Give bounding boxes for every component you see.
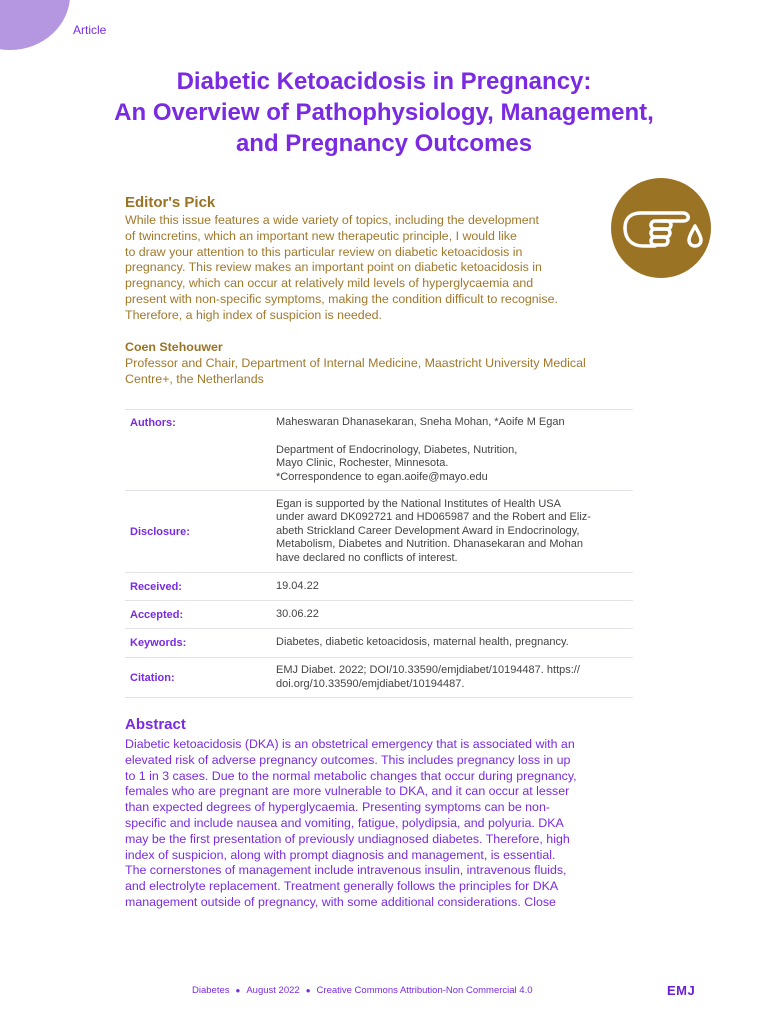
footer-license: Creative Commons Attribution-Non Commercial 4.0 bbox=[316, 985, 533, 996]
disclosure-line: Egan is supported by the National Institutes of Health USA bbox=[276, 497, 561, 510]
editor-role-line: Professor and Chair, Department of Internal Medicine, Maastricht University Medical bbox=[125, 356, 586, 370]
metadata-row-citation bbox=[125, 658, 633, 698]
metadata-row-keywords bbox=[125, 629, 633, 658]
footer-separator: ● bbox=[235, 986, 241, 995]
affiliation-line: Mayo Clinic, Rochester, Minnesota. bbox=[276, 457, 449, 470]
editor-pick-line: present with non-specific symptoms, making the condition difficult to recognise. bbox=[125, 291, 558, 306]
authors-value bbox=[276, 410, 633, 491]
disclosure-value bbox=[276, 491, 633, 573]
abstract-line: elevated risk of adverse pregnancy outcomes. This includes pregnancy loss in up bbox=[125, 752, 571, 767]
disclosure-line: have declared no conflicts of interest. bbox=[276, 551, 458, 564]
abstract-line: may be the first presentation of previously undiagnosed diabetes. Therefore, high bbox=[125, 831, 570, 846]
editor-pick-line: pregnancy. This review makes an important point on diabetic ketoacidosis in bbox=[125, 260, 542, 275]
correspondence-email[interactable]: *Correspondence to egan.aoife@mayo.edu bbox=[276, 470, 488, 483]
footer-date: August 2022 bbox=[246, 985, 300, 996]
article-type-tag: Article bbox=[73, 23, 107, 37]
keywords-value: Diabetes, diabetic ketoacidosis, maternal health, pregnancy. bbox=[276, 629, 633, 658]
metadata-row-authors bbox=[125, 410, 633, 491]
pointing-hand-icon bbox=[611, 178, 711, 278]
metadata-row-accepted bbox=[125, 601, 633, 629]
editor-role-line: Centre+, the Netherlands bbox=[125, 372, 264, 386]
abstract-line: specific and include nausea and vomiting, fatigue, polydipsia, and polyuria. DKA bbox=[125, 815, 564, 830]
citation-doi-link[interactable]: doi.org/10.33590/emjdiabet/10194487. bbox=[276, 677, 465, 690]
abstract-line: to 1 in 3 cases. Due to the normal metabolic changes that occur during pregnancy, bbox=[125, 768, 577, 783]
citation-line: EMJ Diabet. 2022; DOI/10.33590/emjdiabet/10194487. https:// bbox=[276, 663, 580, 676]
abstract-line: The cornerstones of management include intravenous insulin, intravenous fluids, bbox=[125, 863, 567, 878]
authors-names: Maheswaran Dhanasekaran, Sneha Mohan, *Aoife M Egan bbox=[276, 416, 565, 428]
editor-pick-text bbox=[125, 213, 605, 324]
disclosure-line: under award DK092721 and HD065987 and the Robert and Eliz- bbox=[276, 511, 591, 524]
abstract-line: management outside of pregnancy, with some additional considerations. Close bbox=[125, 894, 556, 909]
citation-value bbox=[276, 658, 633, 698]
abstract-text bbox=[125, 737, 645, 911]
abstract-line: index of suspicion, along with prompt diagnosis and management, is essential. bbox=[125, 847, 556, 862]
editor-pick-line: pregnancy, which can occur at relatively mild levels of hyperglycaemia and bbox=[125, 276, 534, 291]
abstract-line: Diabetic ketoacidosis (DKA) is an obstetrical emergency that is associated with an bbox=[125, 737, 575, 751]
accepted-value: 30.06.22 bbox=[276, 601, 633, 629]
corner-decoration bbox=[0, 0, 70, 50]
editor-pick-line: While this issue features a wide variety of topics, including the development bbox=[125, 213, 539, 227]
editor-role bbox=[125, 355, 655, 387]
article-title bbox=[40, 66, 728, 159]
received-label: Received: bbox=[125, 573, 276, 601]
title-line: Diabetic Ketoacidosis in Pregnancy: bbox=[176, 68, 592, 95]
metadata-row-received bbox=[125, 573, 633, 601]
editor-name: Coen Stehouwer bbox=[125, 340, 223, 354]
editor-pick-line: of twincretins, which an important new therapeutic principle, I would like bbox=[125, 228, 517, 243]
citation-label: Citation: bbox=[125, 658, 276, 698]
accepted-label: Accepted: bbox=[125, 601, 276, 629]
title-line: An Overview of Pathophysiology, Management, bbox=[114, 99, 654, 126]
disclosure-label: Disclosure: bbox=[125, 491, 276, 573]
editor-pick-line: Therefore, a high index of suspicion is needed. bbox=[125, 307, 382, 322]
abstract-line: than expected degrees of hyperglycaemia. Presenting symptoms can be non- bbox=[125, 800, 550, 815]
affiliation-line: Department of Endocrinology, Diabetes, Nutrition, bbox=[276, 443, 518, 456]
editor-pick-badge bbox=[611, 178, 711, 278]
editor-pick-line: to draw your attention to this particular review on diabetic ketoacidosis in bbox=[125, 244, 523, 259]
received-value: 19.04.22 bbox=[276, 573, 633, 601]
disclosure-line: Metabolism, Diabetes and Nutrition. Dhanasekaran and Mohan bbox=[276, 538, 583, 551]
title-line: and Pregnancy Outcomes bbox=[235, 130, 533, 157]
metadata-row-disclosure bbox=[125, 491, 633, 573]
abstract-line: females who are pregnant are more vulnerable to DKA, and it can occur at lesser bbox=[125, 784, 570, 799]
authors-label: Authors: bbox=[125, 410, 276, 491]
footer-section: Diabetes bbox=[192, 985, 230, 996]
emj-logo: EMJ bbox=[667, 983, 696, 998]
keywords-label: Keywords: bbox=[125, 629, 276, 658]
abstract-line: and electrolyte replacement. Treatment generally follows the principles for DKA bbox=[125, 879, 559, 894]
abstract-heading: Abstract bbox=[125, 716, 186, 733]
editor-pick-heading: Editor's Pick bbox=[125, 194, 216, 211]
page-footer bbox=[192, 985, 533, 996]
disclosure-line: abeth Strickland Career Development Award in Endocrinology, bbox=[276, 524, 580, 537]
article-metadata-table bbox=[125, 409, 633, 698]
footer-separator: ● bbox=[305, 986, 311, 995]
